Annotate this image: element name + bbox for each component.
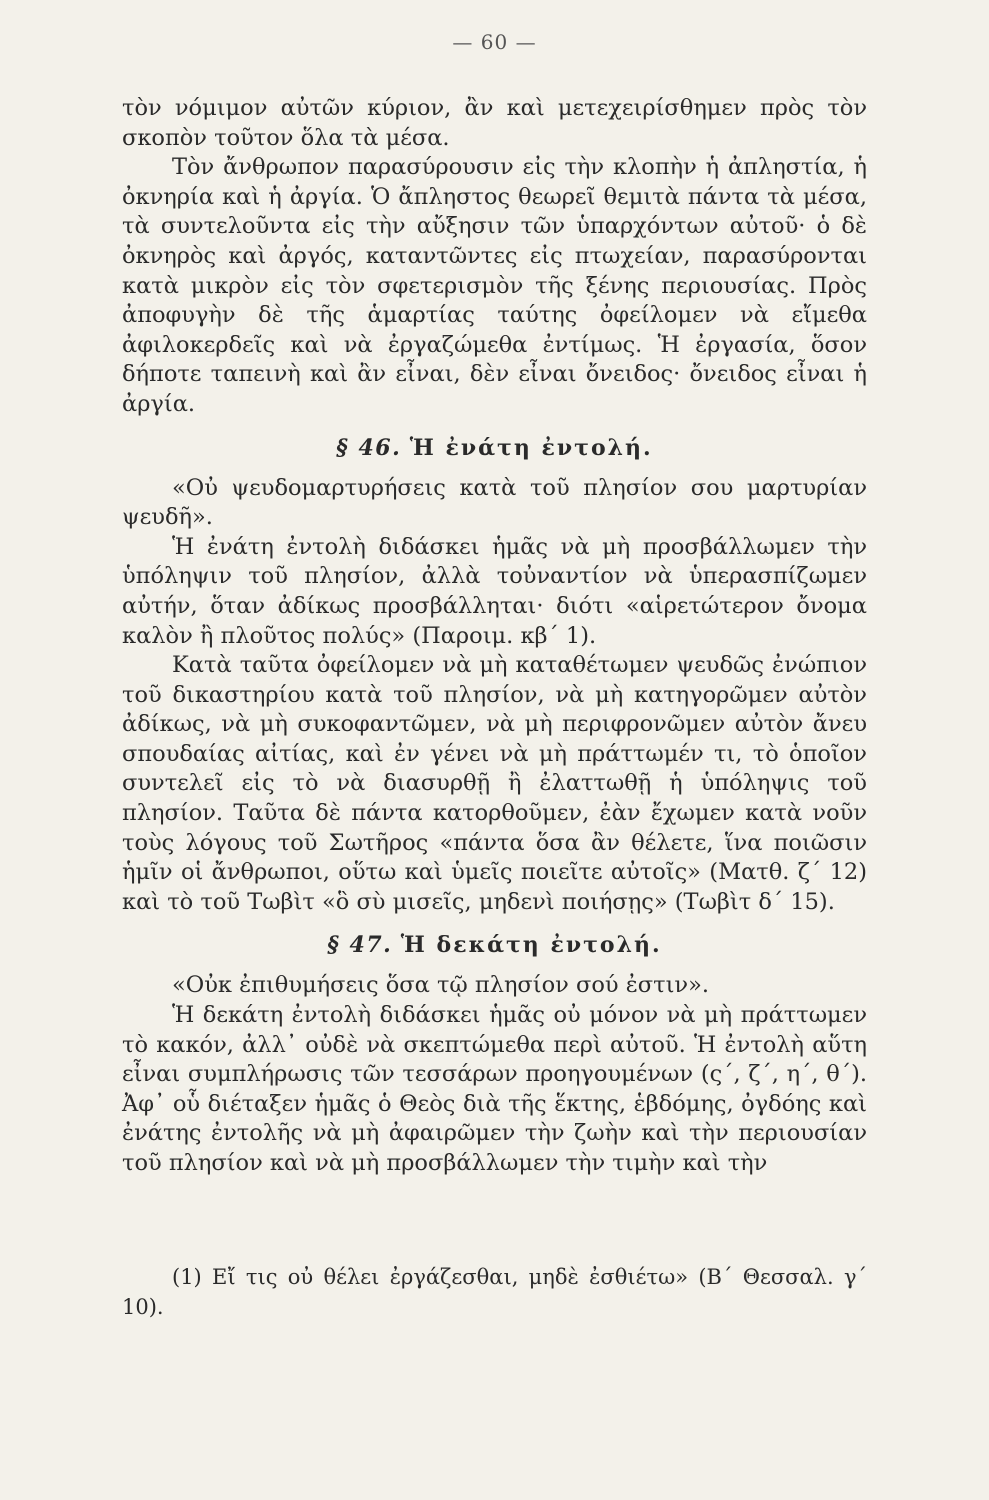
section-title: Ἡ ἐνάτη ἐντολή. (409, 434, 653, 461)
paragraph: Τὸν ἄνθρωπον παρασύρουσιν εἰς τὴν κλοπὴν ἡ ἀπληστία, ἡ ὀκνηρία καὶ ἡ ἀργία. Ὁ ἄπληστος θεωρεῖ θεμιτὰ πάντα τὰ μέσα, τὰ συντελοῦντα εἰς τὴν αὔξησιν τῶν ὑπαρχόντων αὐτοῦ· ὁ δὲ ὀκνηρὸς καὶ ἀργός, καταντῶντες εἰς πτωχείαν, παρασύρονται κατὰ μικρὸν εἰς τὸν σφετερισμὸν τῆς ξένης περιουσίας. Πρὸς ἀποφυγὴν δὲ τῆς ἁμαρτίας ταύτης ὀφείλομεν νὰ εἴμεθα ἀφιλοκερδεῖς καὶ νὰ ἐργαζώμεθα ἐντίμως. Ἡ ἐργασία, ὅσον δήποτε ταπεινὴ καὶ ἂν εἶναι, δὲν εἶναι ὄνειδος· ὄνειδος εἶναι ἡ ἀργία. (122, 154, 867, 417)
section-number: § 46. (336, 434, 402, 461)
section-heading (122, 432, 867, 465)
paragraph: Ἡ ἐνάτη ἐντολὴ διδάσκει ἡμᾶς νὰ μὴ προσβάλλωμεν τὴν ὑπόληψιν τοῦ πλησίον, ἀλλὰ τοὐναντίον νὰ ὑπερασπίζωμεν αὐτήν, ὅταν ἀδίκως προσβάλληται· διότι «αἱρετώτερον ὄνομα καλὸν ἢ πλοῦτος πολύς» (Παροιμ. κβ΄ 1). (122, 533, 867, 649)
paragraph: Κατὰ ταῦτα ὀφείλομεν νὰ μὴ καταθέτωμεν ψευδῶς ἐνώπιον τοῦ δικαστηρίου κατὰ τοῦ πλησίον, νὰ μὴ κατηγορῶμεν αὐτὸν ἀδίκως, νὰ μὴ συκοφαντῶμεν, νὰ μὴ περιφρονῶμεν αὐτὸν ἄνευ σπουδαίας αἰτίας, καὶ ἐν γένει νὰ μὴ πράττωμέν τι, τὸ ὁποῖον συντελεῖ εἰς τὸ νὰ διασυρθῇ ἢ ἐλαττωθῇ ἡ ὑπόληψις τοῦ πλησίον. Ταῦτα δὲ πάντα κατορθοῦμεν, ἐὰν ἔχωμεν κατὰ νοῦν τοὺς λόγους τοῦ Σωτῆρος «πάντα ὅσα ἂν θέλετε, ἵνα ποιῶσιν ἡμῖν οἱ ἄνθρωποι, οὕτω καὶ ὑμεῖς ποιεῖτε αὐτοῖς» (Ματθ. ζ΄ 12) καὶ τὸ τοῦ Τωβὶτ «ὃ σὺ μισεῖς, μηδενὶ ποιήσῃς» (Τωβὶτ δ΄ 15). (122, 652, 867, 915)
main-text (122, 94, 867, 1179)
footnote (122, 1262, 867, 1322)
paragraph: τὸν νόμιμον αὐτῶν κύριον, ἂν καὶ μετεχειρίσθημεν πρὸς τὸν σκοπὸν τοῦτον ὅλα τὰ μέσα. (122, 95, 867, 151)
quotation: «Οὐκ ἐπιθυμήσεις ὅσα τῷ πλησίον σού ἐστιν». (172, 972, 710, 999)
section-number: § 47. (327, 932, 393, 959)
quotation: «Οὐ ψευδομαρτυρήσεις κατὰ τοῦ πλησίον σου μαρτυρίαν ψευδῆ». (122, 474, 867, 531)
section-title: Ἡ δεκάτη ἐντολή. (400, 932, 662, 959)
section-heading (122, 929, 867, 962)
paragraph: Ἡ δεκάτη ἐντολὴ διδάσκει ἡμᾶς οὐ μόνον νὰ μὴ πράττωμεν τὸ κακόν, ἀλλ᾽ οὐδὲ νὰ σκεπτώμεθα περὶ αὐτοῦ. Ἡ ἐντολὴ αὕτη εἶναι συμπλήρωσις τῶν τεσσάρων προηγουμένων (ς΄, ζ΄, η΄, θ΄). Ἀφ᾽ οὗ διέταξεν ἡμᾶς ὁ Θεὸς διὰ τῆς ἕκτης, ἑβδόμης, ὀγδόης καὶ ἐνάτης ἐντολῆς νὰ μὴ ἀφαιρῶμεν τὴν ζωὴν καὶ τὴν περιουσίαν τοῦ πλησίον καὶ νὰ μὴ προσβάλλωμεν τὴν τιμὴν καὶ τὴν (122, 1002, 867, 1176)
footnote-text: (1) Εἴ τις οὐ θέλει ἐργάζεσθαι, μηδὲ ἐσθιέτω» (Β΄ Θεσσαλ. γ΄ 10). (122, 1265, 867, 1319)
page-number: — 60 — (452, 30, 537, 54)
